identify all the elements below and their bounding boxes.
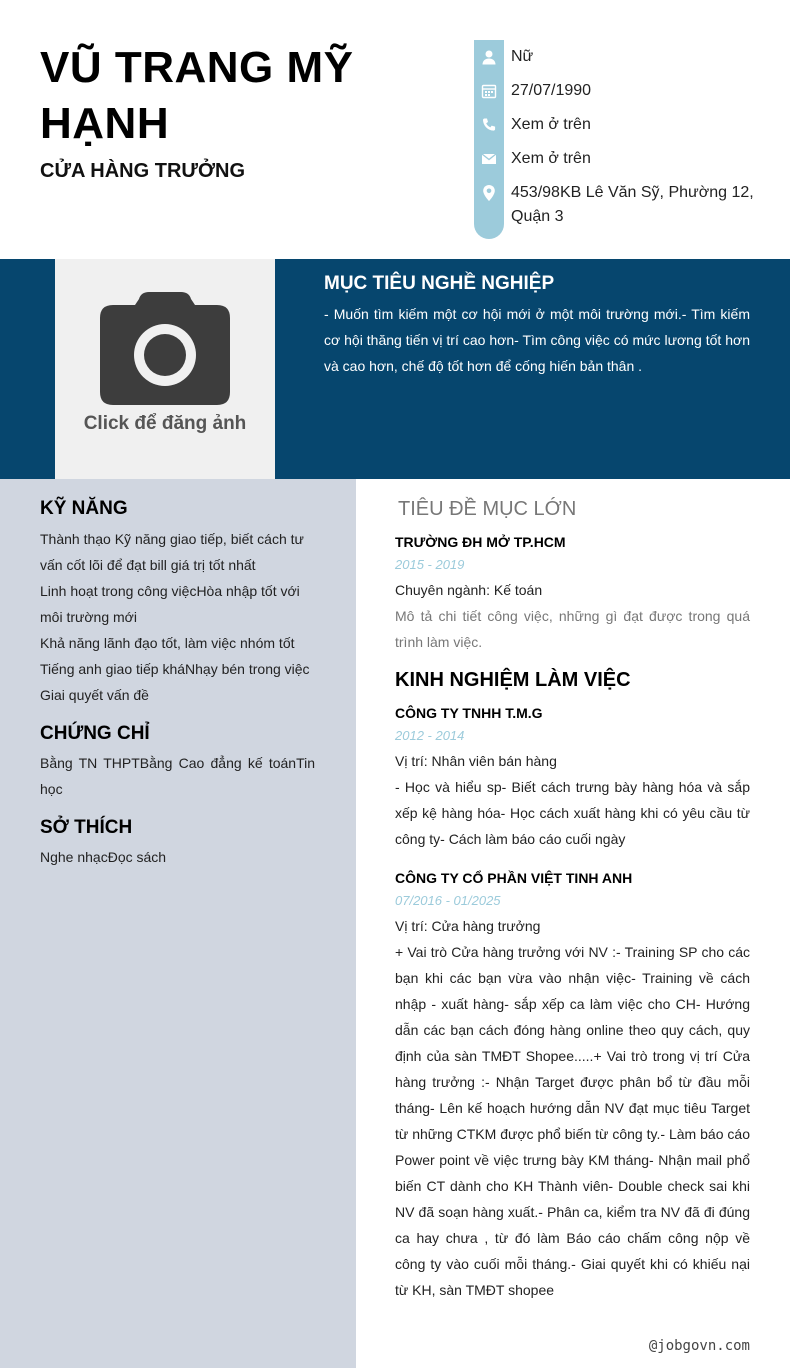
mail-icon	[474, 147, 504, 171]
hobbies-text: Nghe nhạcĐọc sách	[40, 849, 167, 865]
skills-list	[40, 526, 315, 708]
birthday-value: 27/07/1990	[511, 82, 592, 99]
address-value: 453/98KB Lê Văn Sỹ, Phường 12, Quận 3	[511, 184, 754, 225]
candidate-title: CỬA HÀNG TRƯỞNG	[40, 160, 246, 182]
hobbies-heading: SỞ THÍCH	[40, 817, 133, 838]
objective-text: - Muốn tìm kiếm một cơ hội mới ở một môi trường mới.- Tìm kiếm cơ hội thăng tiến vị trí cao hơn- Tìm công việc có mức lương tốt hơn và cao hơn, chế độ tốt hơn để cống hiến bản thân .	[324, 306, 750, 374]
school-name: TRƯỜNG ĐH MỞ TP.HCM	[395, 534, 566, 550]
skill-item: Tiếng anh giao tiếp kháNhạy bén trong việc Giai quyết vấn đề	[40, 661, 310, 703]
job-period: 07/2016 - 01/2025	[395, 893, 501, 908]
job-description: + Vai trò Cửa hàng trưởng với NV :- Training SP cho các bạn khi các bạn vừa vào nhận việc- Training về cách nhập - xuất hàng- sắp xếp ca làm việc cho CH- Hướng dẫn các bạn cách đóng hàng online theo quy cách, quy định của sàn TMĐT Shopee.....+ Vai trò trong vị trí Cửa hàng trưởng :- Nhận Target được phân bổ từ đầu mỗi tháng- Lên kế hoạch hướng dẫn NV đạt mục tiêu Target từ những CTKM được phổ biến từ công ty.- Làm báo cáo Power point về việc trưng bày KM tháng- Nhận mail phổ biến CT dành cho KH Thành viên- Double check sai khi NV đã soạn hàng xuất.- Phân ca, kiểm tra NV đã đi đúng ca hay chưa , từ đó làm Báo cáo chấm công nộp về công ty vào cuối mỗi tháng.- Giai quyết khi có khiếu nại từ KH, sàn TMĐT shopee	[395, 944, 750, 1298]
certificates-heading: CHỨNG CHỈ	[40, 723, 150, 744]
job-company: CÔNG TY CỔ PHẦN VIỆT TINH ANH	[395, 870, 633, 886]
education-description: Mô tả chi tiết công việc, những gì đạt được trong quá trình làm việc.	[395, 608, 750, 650]
calendar-icon	[474, 79, 504, 103]
job-company: CÔNG TY TNHH T.M.G	[395, 705, 543, 721]
skill-item: Khả năng lãnh đạo tốt, làm việc nhóm tốt	[40, 635, 295, 651]
gender-value: Nữ	[511, 48, 534, 65]
education-period: 2015 - 2019	[395, 557, 465, 572]
phone-icon	[474, 113, 504, 137]
skill-item: Linh hoạt trong công việcHòa nhập tốt với môi trường mới	[40, 583, 300, 625]
certificates-text: Bằng TN THPTBằng Cao đẳng kế toánTin học	[40, 755, 315, 797]
job-description: - Học và hiểu sp- Biết cách trưng bày hàng hóa và sắp xếp kệ hàng hóa- Học cách xuất hàng khi có yêu cầu từ công ty- Cách làm báo cáo cuối ngày	[395, 779, 750, 847]
location-icon	[474, 181, 504, 205]
experience-heading: KINH NGHIỆM LÀM VIỆC	[395, 669, 631, 691]
email-value: Xem ở trên	[511, 150, 591, 167]
camera-icon	[99, 291, 231, 412]
job-position: Vị trí: Cửa hàng trưởng	[395, 918, 541, 934]
education-heading: TIÊU ĐỀ MỤC LỚN	[398, 498, 577, 520]
education-major: Chuyên ngành: Kế toán	[395, 582, 543, 598]
job-period: 2012 - 2014	[395, 728, 465, 743]
phone-value: Xem ở trên	[511, 116, 591, 133]
contact-icon-bar	[474, 40, 504, 239]
objective-heading: MỤC TIÊU NGHỀ NGHIỆP	[324, 273, 555, 294]
watermark: @jobgovn.com	[648, 1338, 750, 1354]
candidate-name: VŨ TRANG MỸ HẠNH	[40, 43, 354, 148]
skill-item: Thành thạo Kỹ năng giao tiếp, biết cách tư vấn cốt lõi để đạt bill giá trị tốt nhất	[40, 531, 304, 573]
job-position: Vị trí: Nhân viên bán hàng	[395, 753, 557, 769]
photo-caption: Click để đăng ảnh	[83, 413, 247, 434]
user-icon	[474, 45, 504, 69]
skills-heading: KỸ NĂNG	[40, 498, 128, 519]
photo-upload[interactable]	[55, 259, 275, 479]
